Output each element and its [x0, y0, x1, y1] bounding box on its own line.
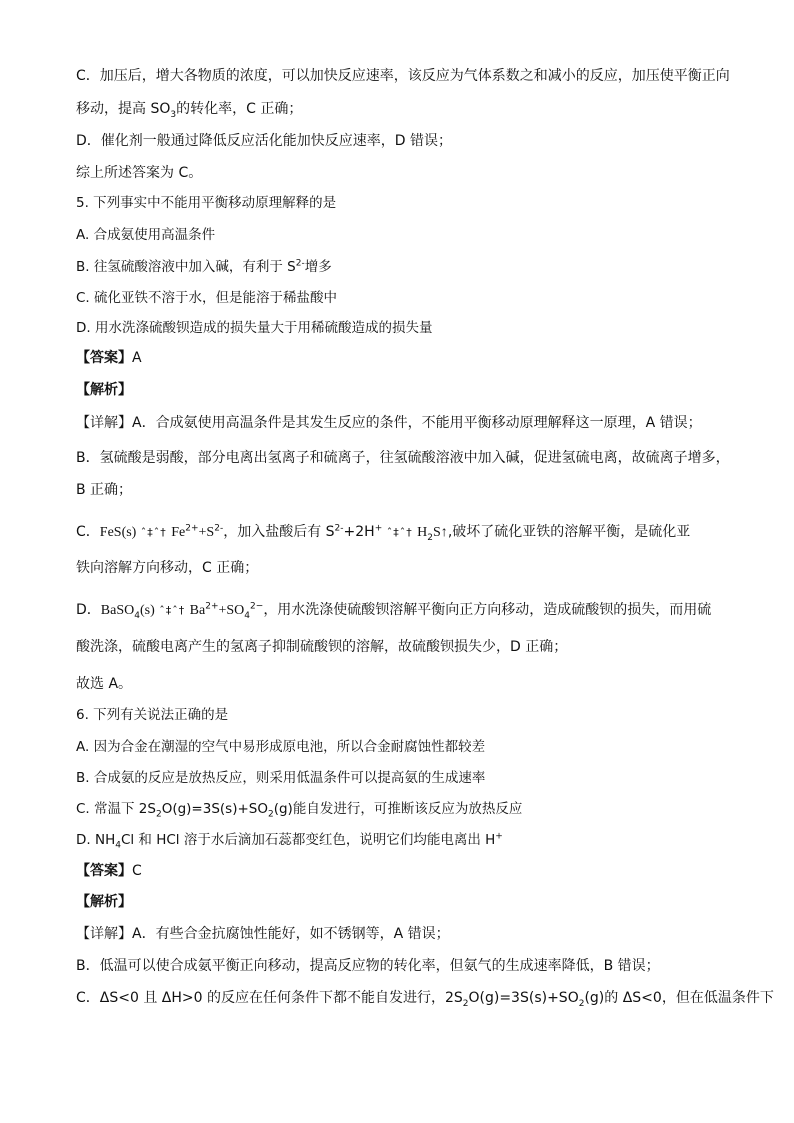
q6-option-c: C. 常温下 $2S_2O(g)=3S(s)+SO_2(g)$能自发进行，可推断该反应为放热反应 [76, 801, 523, 820]
q5-answer: 【答案】A [76, 350, 142, 366]
q6-answer: 【答案】C [76, 863, 142, 879]
q5-analysis-tag: 【解析】 [76, 382, 132, 398]
q6-analysis-tag: 【解析】 [76, 894, 132, 910]
q6-detail-a: 【详解】A．有些合金抗腐蚀性能好，如不锈钢等，A 错误； [76, 926, 450, 942]
q5-detail-b-line2: B 正确； [76, 482, 133, 498]
equilibrium-arrow-icon: ˆ‡ˆ† [140, 526, 167, 539]
q5-detail-c-line2: 铁向溶解方向移动，C 正确； [76, 560, 259, 576]
q6-detail-c: C．ΔS<0 且 ΔH>0 的反应在任何条件下都不能自发进行，$2S_2O(g)=3S(s)+SO_2(g)$的 ΔS<0，但在低温条件下 [76, 990, 774, 1009]
q5-option-c: C. 硫化亚铁不溶于水，但是能溶于稀盐酸中 [76, 290, 338, 306]
q5-choose: 故选 A。 [76, 676, 133, 692]
q6-detail-b: B．低温可以使合成氨平衡正向移动，提高反应物的转化率，但氨气的生成速率降低，B 错误； [76, 958, 660, 974]
q5-detail-d-line2: 酸洗涤，硫酸电离产生的氢离子抑制硫酸钡的溶解，故硫酸钡损失少，D 正确； [76, 639, 568, 655]
equilibrium-arrow-icon: ˆ‡ˆ† [386, 526, 413, 539]
equilibrium-arrow-icon: ˆ‡ˆ† [159, 604, 186, 617]
q4-option-c-explanation-line1: C．加压后，增大各物质的浓度，可以加快反应速率，该反应为气体系数之和减小的反应，加压使平衡正向 [76, 68, 730, 84]
q5-option-a: A. 合成氨使用高温条件 [76, 227, 216, 243]
q5-detail-a: 【详解】A．合成氨使用高温条件是其发生反应的条件，不能用平衡移动原理解释这一原理，A 错误； [76, 415, 702, 431]
q5-detail-d-line1: D．BaSO$_4$(s) ˆ‡ˆ† $Ba^{2+}+SO_4^{2-}$，用水洗涤使硫酸钡溶解平衡向正方向移动，造成硫酸钡的损失，而用硫 [76, 601, 712, 621]
answer-tag: 【答案】 [76, 863, 132, 879]
answer-tag: 【答案】 [76, 350, 132, 366]
q6-option-d: D. $NH_4Cl$ 和 HCl 溶于水后滴加石蕊都变红色，说明它们均能电离出 H+ [76, 831, 503, 851]
q5-detail-c-line1: C．FeS(s) ˆ‡ˆ† $Fe^{2+}+S^{2-}$，加入盐酸后有 $S^{2-}+2H^+$ ˆ‡ˆ† $H_2S↑$,破坏了硫化亚铁的溶解平衡，是硫化亚 [76, 523, 691, 543]
q5-stem: 5. 下列事实中不能用平衡移动原理解释的是 [76, 195, 337, 211]
q4-option-d-explanation: D．催化剂一般通过降低反应活化能加快反应速率，D 错误； [76, 133, 453, 149]
q5-detail-b-line1: B．氢硫酸是弱酸，部分电离出氢离子和硫离子，往氢硫酸溶液中加入碱，促进氢硫电离，故硫离子增多， [76, 450, 730, 466]
q6-option-a: A. 因为合金在潮湿的空气中易形成原电池，所以合金耐腐蚀性都较差 [76, 739, 486, 755]
q4-summary: 综上所述答案为 C。 [76, 165, 203, 181]
fes-formula: FeS(s) [99, 525, 137, 540]
q5-option-b: B. 往氢硫酸溶液中加入碱，有利于 $S^{2-}$增多 [76, 258, 332, 275]
q6-option-b: B. 合成氨的反应是放热反应，则采用低温条件可以提高氨的生成速率 [76, 770, 486, 786]
q5-option-d: D. 用水洗涤硫酸钡造成的损失量大于用稀硫酸造成的损失量 [76, 320, 433, 336]
q6-stem: 6. 下列有关说法正确的是 [76, 707, 229, 723]
q4-option-c-explanation-line2: 移动，提高 $SO_3$的转化率，C 正确； [76, 101, 303, 120]
